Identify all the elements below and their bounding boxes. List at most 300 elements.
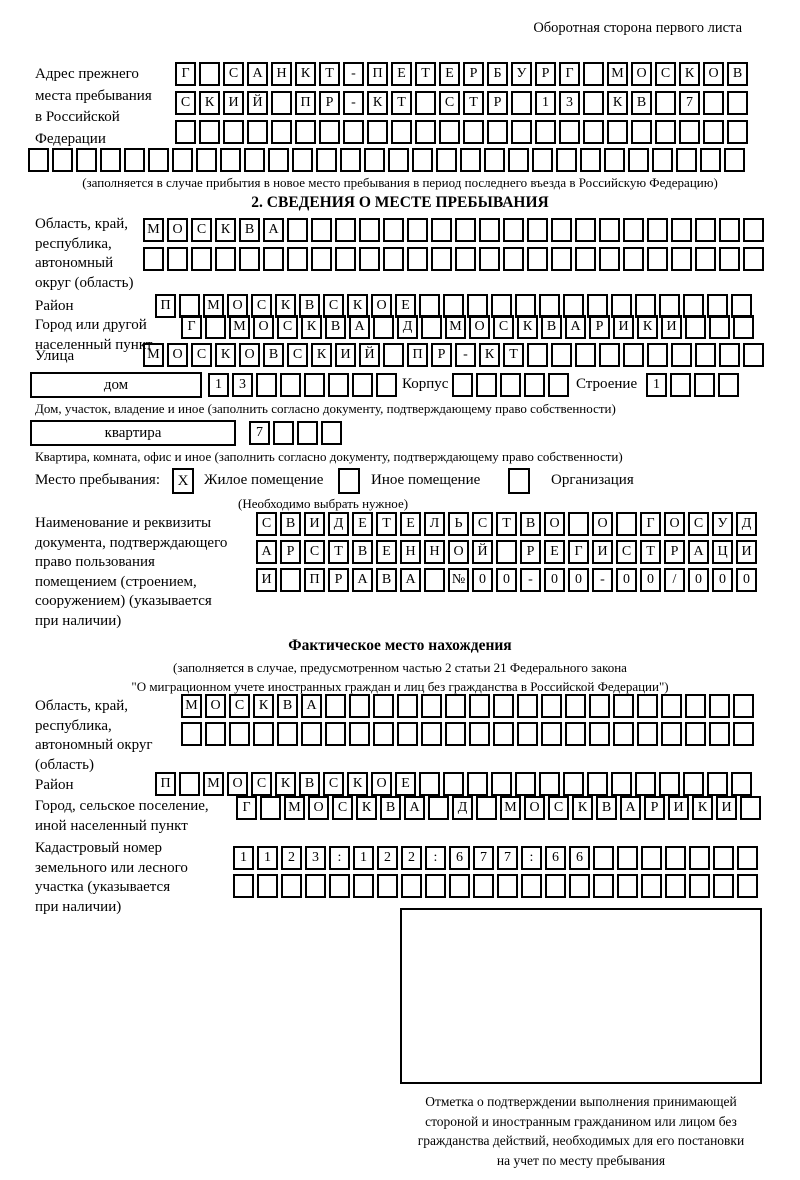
- char-box[interactable]: О: [544, 512, 565, 536]
- char-box[interactable]: [373, 722, 394, 746]
- char-box[interactable]: [388, 148, 409, 172]
- char-box[interactable]: [527, 247, 548, 271]
- char-box[interactable]: Г: [181, 315, 202, 339]
- char-box[interactable]: [508, 148, 529, 172]
- char-box[interactable]: [671, 218, 692, 242]
- char-box[interactable]: [287, 247, 308, 271]
- char-box[interactable]: К: [295, 62, 316, 86]
- char-box[interactable]: А: [688, 540, 709, 564]
- char-box[interactable]: С: [323, 294, 344, 318]
- char-box[interactable]: С: [277, 315, 298, 339]
- char-box[interactable]: [563, 772, 584, 796]
- char-box[interactable]: [415, 91, 436, 115]
- char-box[interactable]: А: [247, 62, 268, 86]
- char-box[interactable]: [181, 722, 202, 746]
- char-box[interactable]: [671, 343, 692, 367]
- char-box[interactable]: [713, 846, 734, 870]
- char-box[interactable]: Е: [391, 62, 412, 86]
- char-box[interactable]: [527, 218, 548, 242]
- char-box[interactable]: М: [203, 772, 224, 796]
- char-box[interactable]: [551, 247, 572, 271]
- char-box[interactable]: [599, 218, 620, 242]
- char-box[interactable]: [100, 148, 121, 172]
- char-box[interactable]: [191, 247, 212, 271]
- char-box[interactable]: [340, 148, 361, 172]
- char-box[interactable]: 6: [449, 846, 470, 870]
- char-box[interactable]: 1: [257, 846, 278, 870]
- char-box[interactable]: К: [367, 91, 388, 115]
- char-box[interactable]: [373, 694, 394, 718]
- char-box[interactable]: С: [229, 694, 250, 718]
- char-box[interactable]: [565, 722, 586, 746]
- char-box[interactable]: [487, 120, 508, 144]
- char-box[interactable]: [476, 373, 497, 397]
- char-box[interactable]: С: [304, 540, 325, 564]
- char-box[interactable]: 6: [569, 846, 590, 870]
- char-box[interactable]: -: [455, 343, 476, 367]
- char-box[interactable]: О: [371, 294, 392, 318]
- char-box[interactable]: [727, 120, 748, 144]
- char-box[interactable]: [383, 247, 404, 271]
- char-box[interactable]: :: [329, 846, 350, 870]
- char-box[interactable]: Б: [487, 62, 508, 86]
- char-box[interactable]: [685, 722, 706, 746]
- char-box[interactable]: К: [356, 796, 377, 820]
- char-box[interactable]: Т: [415, 62, 436, 86]
- char-box[interactable]: Т: [328, 540, 349, 564]
- char-box[interactable]: [511, 120, 532, 144]
- char-box[interactable]: А: [301, 694, 322, 718]
- char-box[interactable]: 0: [712, 568, 733, 592]
- char-box[interactable]: В: [325, 315, 346, 339]
- char-box[interactable]: Р: [280, 540, 301, 564]
- char-box[interactable]: [443, 772, 464, 796]
- char-box[interactable]: [713, 874, 734, 898]
- char-box[interactable]: [419, 772, 440, 796]
- char-box[interactable]: [641, 846, 662, 870]
- char-box[interactable]: -: [343, 91, 364, 115]
- char-box[interactable]: 7: [473, 846, 494, 870]
- char-box[interactable]: [349, 694, 370, 718]
- char-box[interactable]: С: [251, 772, 272, 796]
- char-box[interactable]: [737, 846, 758, 870]
- char-box[interactable]: К: [215, 218, 236, 242]
- char-box[interactable]: О: [448, 540, 469, 564]
- char-box[interactable]: [257, 874, 278, 898]
- char-box[interactable]: 0: [640, 568, 661, 592]
- char-box[interactable]: [220, 148, 241, 172]
- char-box[interactable]: [301, 722, 322, 746]
- char-box[interactable]: П: [155, 294, 176, 318]
- char-box[interactable]: [497, 874, 518, 898]
- char-box[interactable]: :: [425, 846, 446, 870]
- char-box[interactable]: [421, 722, 442, 746]
- char-box[interactable]: [607, 120, 628, 144]
- char-box[interactable]: В: [520, 512, 541, 536]
- char-box[interactable]: [556, 148, 577, 172]
- char-box[interactable]: И: [661, 315, 682, 339]
- char-box[interactable]: [439, 120, 460, 144]
- char-box[interactable]: [424, 568, 445, 592]
- char-box[interactable]: [671, 247, 692, 271]
- char-box[interactable]: [511, 91, 532, 115]
- char-box[interactable]: [647, 218, 668, 242]
- char-box[interactable]: [647, 343, 668, 367]
- char-box[interactable]: М: [181, 694, 202, 718]
- char-box[interactable]: [515, 772, 536, 796]
- char-box[interactable]: [583, 91, 604, 115]
- char-box[interactable]: М: [284, 796, 305, 820]
- char-box[interactable]: [268, 148, 289, 172]
- char-box[interactable]: [455, 247, 476, 271]
- char-box[interactable]: [743, 247, 764, 271]
- char-box[interactable]: Е: [376, 540, 397, 564]
- char-box[interactable]: [491, 772, 512, 796]
- char-box[interactable]: Г: [568, 540, 589, 564]
- char-box[interactable]: К: [199, 91, 220, 115]
- char-box[interactable]: 0: [736, 568, 757, 592]
- char-box[interactable]: П: [367, 62, 388, 86]
- char-box[interactable]: [359, 247, 380, 271]
- char-box[interactable]: [724, 148, 745, 172]
- char-box[interactable]: [517, 722, 538, 746]
- char-box[interactable]: В: [380, 796, 401, 820]
- char-box[interactable]: Ь: [448, 512, 469, 536]
- char-box[interactable]: 7: [497, 846, 518, 870]
- char-box[interactable]: [287, 218, 308, 242]
- char-box[interactable]: [143, 247, 164, 271]
- char-box[interactable]: [611, 772, 632, 796]
- char-box[interactable]: Н: [400, 540, 421, 564]
- char-box[interactable]: [575, 218, 596, 242]
- char-box[interactable]: [731, 772, 752, 796]
- char-box[interactable]: Т: [503, 343, 524, 367]
- char-box[interactable]: [733, 694, 754, 718]
- char-box[interactable]: [431, 218, 452, 242]
- char-box[interactable]: [743, 343, 764, 367]
- char-box[interactable]: 1: [233, 846, 254, 870]
- char-box[interactable]: [568, 512, 589, 536]
- char-box[interactable]: [412, 148, 433, 172]
- char-box[interactable]: [205, 722, 226, 746]
- char-box[interactable]: [617, 874, 638, 898]
- char-box[interactable]: [541, 722, 562, 746]
- char-box[interactable]: [679, 120, 700, 144]
- char-box[interactable]: [589, 722, 610, 746]
- char-box[interactable]: [280, 373, 301, 397]
- char-box[interactable]: [397, 722, 418, 746]
- char-box[interactable]: [436, 148, 457, 172]
- char-box[interactable]: [295, 120, 316, 144]
- char-box[interactable]: Р: [463, 62, 484, 86]
- char-box[interactable]: [637, 722, 658, 746]
- char-box[interactable]: Р: [328, 568, 349, 592]
- checkbox-residential[interactable]: X: [172, 468, 194, 494]
- char-box[interactable]: [445, 722, 466, 746]
- char-box[interactable]: 0: [544, 568, 565, 592]
- char-box[interactable]: С: [191, 343, 212, 367]
- char-box[interactable]: С: [256, 512, 277, 536]
- char-box[interactable]: М: [143, 218, 164, 242]
- char-box[interactable]: [623, 343, 644, 367]
- char-box[interactable]: [455, 218, 476, 242]
- char-box[interactable]: -: [520, 568, 541, 592]
- char-box[interactable]: В: [727, 62, 748, 86]
- char-box[interactable]: [167, 247, 188, 271]
- char-box[interactable]: [179, 772, 200, 796]
- char-box[interactable]: В: [239, 218, 260, 242]
- char-box[interactable]: [493, 722, 514, 746]
- char-box[interactable]: М: [445, 315, 466, 339]
- char-box[interactable]: [479, 247, 500, 271]
- char-box[interactable]: Р: [589, 315, 610, 339]
- char-box[interactable]: [305, 874, 326, 898]
- char-box[interactable]: А: [349, 315, 370, 339]
- char-box[interactable]: [641, 874, 662, 898]
- char-box[interactable]: 2: [401, 846, 422, 870]
- char-box[interactable]: Н: [424, 540, 445, 564]
- char-box[interactable]: [28, 148, 49, 172]
- char-box[interactable]: [325, 694, 346, 718]
- char-box[interactable]: [239, 247, 260, 271]
- char-box[interactable]: И: [256, 568, 277, 592]
- char-box[interactable]: Р: [664, 540, 685, 564]
- char-box[interactable]: [709, 315, 730, 339]
- char-box[interactable]: [328, 373, 349, 397]
- char-box[interactable]: С: [323, 772, 344, 796]
- char-box[interactable]: [719, 218, 740, 242]
- char-box[interactable]: [503, 247, 524, 271]
- char-box[interactable]: А: [400, 568, 421, 592]
- char-box[interactable]: [311, 247, 332, 271]
- char-box[interactable]: [589, 694, 610, 718]
- char-box[interactable]: [545, 874, 566, 898]
- char-box[interactable]: [473, 874, 494, 898]
- char-box[interactable]: [503, 218, 524, 242]
- char-box[interactable]: Г: [640, 512, 661, 536]
- char-box[interactable]: А: [404, 796, 425, 820]
- char-box[interactable]: [527, 343, 548, 367]
- char-box[interactable]: О: [371, 772, 392, 796]
- char-box[interactable]: [635, 772, 656, 796]
- char-box[interactable]: [476, 796, 497, 820]
- char-box[interactable]: [199, 62, 220, 86]
- char-box[interactable]: [670, 373, 691, 397]
- char-box[interactable]: [425, 874, 446, 898]
- char-box[interactable]: [727, 91, 748, 115]
- char-box[interactable]: [467, 772, 488, 796]
- char-box[interactable]: Г: [175, 62, 196, 86]
- char-box[interactable]: [623, 218, 644, 242]
- char-box[interactable]: В: [352, 540, 373, 564]
- char-box[interactable]: В: [541, 315, 562, 339]
- char-box[interactable]: [391, 120, 412, 144]
- char-box[interactable]: 6: [545, 846, 566, 870]
- char-box[interactable]: [743, 218, 764, 242]
- char-box[interactable]: [703, 91, 724, 115]
- char-box[interactable]: [335, 247, 356, 271]
- char-box[interactable]: [565, 694, 586, 718]
- char-box[interactable]: О: [469, 315, 490, 339]
- char-box[interactable]: [541, 694, 562, 718]
- char-box[interactable]: П: [407, 343, 428, 367]
- char-box[interactable]: [616, 512, 637, 536]
- char-box[interactable]: [215, 247, 236, 271]
- char-box[interactable]: [689, 846, 710, 870]
- char-box[interactable]: [277, 722, 298, 746]
- char-box[interactable]: Т: [496, 512, 517, 536]
- char-box[interactable]: [304, 373, 325, 397]
- char-box[interactable]: [229, 722, 250, 746]
- char-box[interactable]: 7: [249, 421, 270, 445]
- char-box[interactable]: [613, 722, 634, 746]
- char-box[interactable]: [689, 874, 710, 898]
- char-box[interactable]: [709, 694, 730, 718]
- char-box[interactable]: Т: [463, 91, 484, 115]
- char-box[interactable]: [719, 247, 740, 271]
- char-box[interactable]: [460, 148, 481, 172]
- char-box[interactable]: [683, 772, 704, 796]
- char-box[interactable]: И: [304, 512, 325, 536]
- char-box[interactable]: Р: [319, 91, 340, 115]
- char-box[interactable]: [559, 120, 580, 144]
- char-box[interactable]: В: [631, 91, 652, 115]
- char-box[interactable]: У: [712, 512, 733, 536]
- char-box[interactable]: 1: [208, 373, 229, 397]
- char-box[interactable]: К: [607, 91, 628, 115]
- char-box[interactable]: [353, 874, 374, 898]
- char-box[interactable]: 1: [646, 373, 667, 397]
- char-box[interactable]: 2: [281, 846, 302, 870]
- char-box[interactable]: М: [500, 796, 521, 820]
- char-box[interactable]: [719, 343, 740, 367]
- char-box[interactable]: [575, 247, 596, 271]
- char-box[interactable]: [694, 373, 715, 397]
- char-box[interactable]: [733, 722, 754, 746]
- char-box[interactable]: [484, 148, 505, 172]
- char-box[interactable]: [623, 247, 644, 271]
- char-box[interactable]: [665, 874, 686, 898]
- char-box[interactable]: [445, 694, 466, 718]
- char-box[interactable]: А: [565, 315, 586, 339]
- char-box[interactable]: [695, 218, 716, 242]
- char-box[interactable]: №: [448, 568, 469, 592]
- char-box[interactable]: [532, 148, 553, 172]
- char-box[interactable]: [415, 120, 436, 144]
- char-box[interactable]: Д: [736, 512, 757, 536]
- char-box[interactable]: Г: [236, 796, 257, 820]
- char-box[interactable]: [407, 247, 428, 271]
- char-box[interactable]: В: [376, 568, 397, 592]
- char-box[interactable]: [421, 315, 442, 339]
- char-box[interactable]: [271, 120, 292, 144]
- char-box[interactable]: 1: [353, 846, 374, 870]
- char-box[interactable]: -: [592, 568, 613, 592]
- char-box[interactable]: [292, 148, 313, 172]
- char-box[interactable]: А: [263, 218, 284, 242]
- char-box[interactable]: [637, 694, 658, 718]
- char-box[interactable]: Й: [472, 540, 493, 564]
- char-box[interactable]: О: [631, 62, 652, 86]
- char-box[interactable]: [172, 148, 193, 172]
- char-box[interactable]: К: [347, 772, 368, 796]
- char-box[interactable]: М: [203, 294, 224, 318]
- char-box[interactable]: [661, 722, 682, 746]
- char-box[interactable]: В: [263, 343, 284, 367]
- char-box[interactable]: [695, 343, 716, 367]
- char-box[interactable]: Д: [328, 512, 349, 536]
- char-box[interactable]: В: [280, 512, 301, 536]
- char-box[interactable]: О: [253, 315, 274, 339]
- char-box[interactable]: О: [239, 343, 260, 367]
- char-box[interactable]: [613, 694, 634, 718]
- char-box[interactable]: С: [332, 796, 353, 820]
- char-box[interactable]: /: [664, 568, 685, 592]
- char-box[interactable]: [271, 91, 292, 115]
- char-box[interactable]: [583, 120, 604, 144]
- char-box[interactable]: Е: [439, 62, 460, 86]
- char-box[interactable]: О: [167, 218, 188, 242]
- char-box[interactable]: Р: [644, 796, 665, 820]
- char-box[interactable]: [469, 722, 490, 746]
- char-box[interactable]: С: [472, 512, 493, 536]
- char-box[interactable]: [397, 694, 418, 718]
- char-box[interactable]: [539, 772, 560, 796]
- char-box[interactable]: [617, 846, 638, 870]
- char-box[interactable]: Й: [359, 343, 380, 367]
- char-box[interactable]: М: [229, 315, 250, 339]
- char-box[interactable]: [281, 874, 302, 898]
- char-box[interactable]: Т: [391, 91, 412, 115]
- char-box[interactable]: А: [620, 796, 641, 820]
- char-box[interactable]: Е: [544, 540, 565, 564]
- char-box[interactable]: [665, 846, 686, 870]
- char-box[interactable]: [431, 247, 452, 271]
- char-box[interactable]: К: [572, 796, 593, 820]
- char-box[interactable]: [383, 343, 404, 367]
- char-box[interactable]: [740, 796, 761, 820]
- char-box[interactable]: [175, 120, 196, 144]
- char-box[interactable]: С: [548, 796, 569, 820]
- char-box[interactable]: [580, 148, 601, 172]
- char-box[interactable]: [737, 874, 758, 898]
- char-box[interactable]: [569, 874, 590, 898]
- char-box[interactable]: [373, 315, 394, 339]
- char-box[interactable]: К: [275, 294, 296, 318]
- char-box[interactable]: [659, 772, 680, 796]
- char-box[interactable]: [321, 421, 342, 445]
- char-box[interactable]: [493, 694, 514, 718]
- char-box[interactable]: [376, 373, 397, 397]
- char-box[interactable]: Р: [535, 62, 556, 86]
- char-box[interactable]: К: [692, 796, 713, 820]
- char-box[interactable]: 1: [535, 91, 556, 115]
- char-box[interactable]: С: [688, 512, 709, 536]
- char-box[interactable]: [260, 796, 281, 820]
- char-box[interactable]: С: [493, 315, 514, 339]
- char-box[interactable]: С: [175, 91, 196, 115]
- char-box[interactable]: [233, 874, 254, 898]
- char-box[interactable]: К: [301, 315, 322, 339]
- char-box[interactable]: Р: [487, 91, 508, 115]
- char-box[interactable]: А: [352, 568, 373, 592]
- char-box[interactable]: Р: [520, 540, 541, 564]
- char-box[interactable]: С: [223, 62, 244, 86]
- char-box[interactable]: [676, 148, 697, 172]
- char-box[interactable]: Н: [271, 62, 292, 86]
- char-box[interactable]: 0: [688, 568, 709, 592]
- char-box[interactable]: 2: [377, 846, 398, 870]
